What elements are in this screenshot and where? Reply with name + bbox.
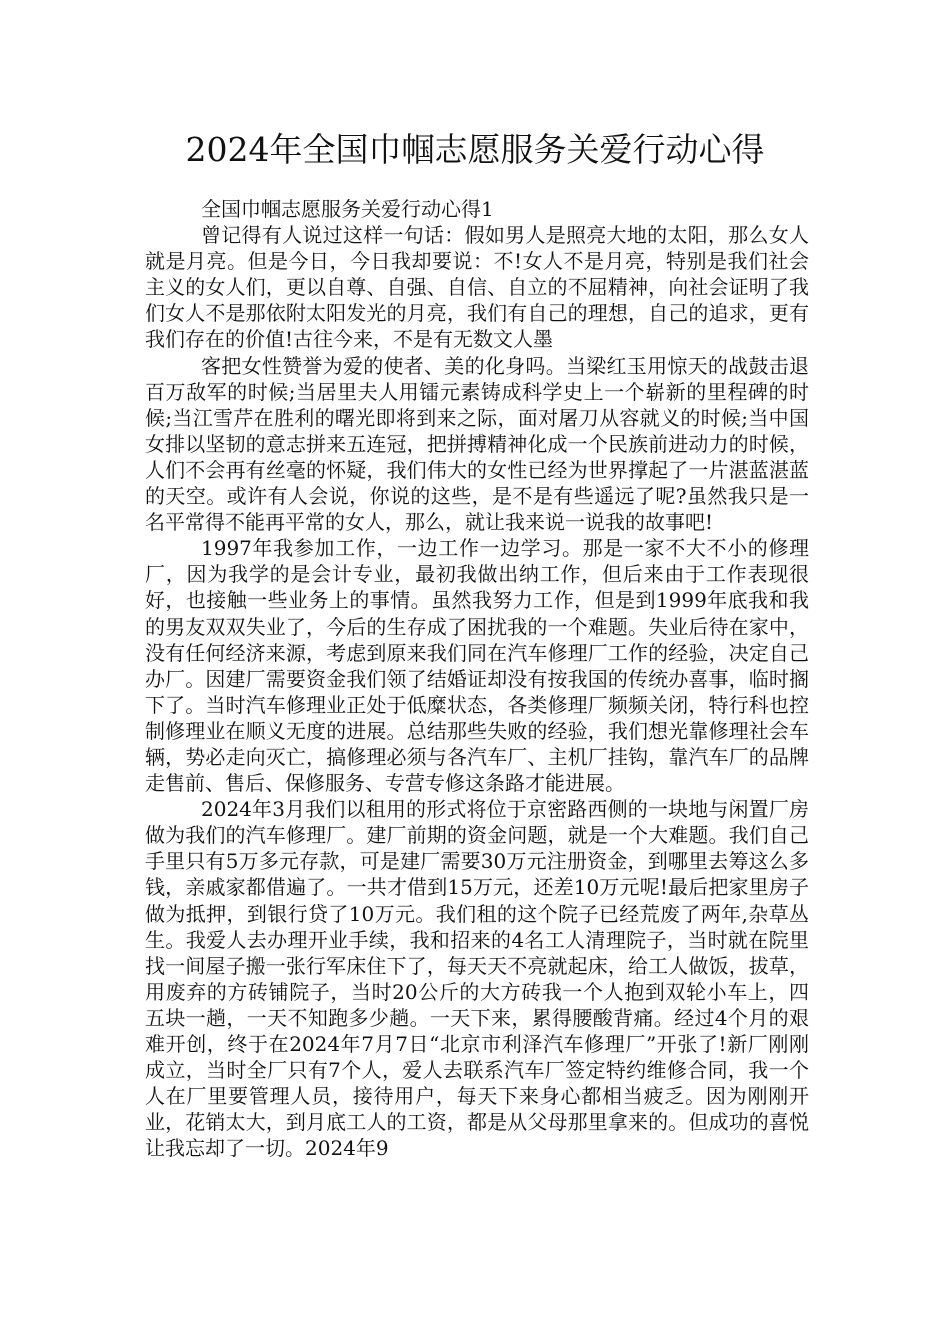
section-subtitle: 全国巾帼志愿服务关爱行动心得1 <box>201 197 494 221</box>
paragraph: 曾记得有人说过这样一句话：假如男人是照亮大地的太阳，那么女人就是月亮。但是今日，今日我却要说：不!女人不是月亮，特别是我们社会主义的女人们，更以自尊、自强、自信、自立的不屈精神，向社会证明了我们女人不是那依附太阳发光的月亮，我们有自己的理想，自己的追求，更有我们存在的价值!古往今来，不是有无数文人墨 <box>145 223 809 352</box>
document-title: 2024年全国巾帼志愿服务关爱行动心得 <box>185 130 765 169</box>
paragraph: 客把女性赞誉为爱的使者、美的化身吗。当梁红玉用惊天的战鼓击退百万敌军的时候;当居里夫人用镭元素铸成科学史上一个崭新的里程碑的时候;当江雪芹在胜利的曙光即将到来之际，面对屠刀从容就义的时候;当中国女排以坚韧的意志拼来五连冠，把拼搏精神化成一个民族前进动力的时候，人们不会再有丝毫的怀疑，我们伟大的女性已经为世界撑起了一片湛蓝湛蓝的天空。或许有人会说，你说的这些，是不是有些遥远了呢?虽然我只是一名平常得不能再平常的女人，那么，就让我来说一说我的故事吧! <box>145 353 809 535</box>
document-body <box>145 196 809 1161</box>
paragraph: 1997年我参加工作，一边工作一边学习。那是一家不大不小的修理厂，因为我学的是会计专业，最初我做出纳工作，但后来由于工作表现很好，也接触一些业务上的事情。虽然我努力工作，但是到1999年底我和我的男友双双失业了，今后的生存成了困扰我的一个难题。失业后待在家中，没有任何经济来源，考虑到原来我们同在汽车修理厂工作的经验，决定自己办厂。因建厂需要资金我们领了结婚证却没有按我国的传统办喜事，临时搁下了。当时汽车修理业正处于低糜状态，各类修理厂频频关闭，特行科也控制修理业在顺义无度的进展。总结那些失败的经验，我们想光靠修理社会车辆，势必走向灭亡，搞修理必须与各汽车厂、主机厂挂钩，靠汽车厂的品牌走售前、售后、保修服务、专营专修这条路才能进展。 <box>145 536 809 796</box>
paragraph: 2024年3月我们以租用的形式将位于京密路西侧的一块地与闲置厂房做为我们的汽车修理厂。建厂前期的资金问题，就是一个大难题。我们自己手里只有5万多元存款，可是建厂需要30万元注册资金，到哪里去筹这么多钱，亲戚家都借遍了。一共才借到15万元，还差10万元呢!最后把家里房子做为抵押，到银行贷了10万元。我们租的这个院子已经荒废了两年,杂草丛生。我爱人去办理开业手续，我和招来的4名工人清理院子，当时就在院里找一间屋子搬一张行军床住下了，每天天不亮就起床，给工人做饭，拔草，用废弃的方砖铺院子，当时20公斤的大方砖我一个人抱到双轮小车上，四五块一趟，一天不知跑多少趟。一天下来，累得腰酸背痛。经过4个月的艰难开创，终于在2024年7月7日“北京市利泽汽车修理厂”开张了!新厂刚刚成立，当时全厂只有7个人，爱人去联系汽车厂签定特约维修合同，我一个人在厂里要管理人员，接待用户，每天下来身心都相当疲乏。因为刚刚开业，花销太大，到月底工人的工资，都是从父母那里拿来的。但成功的喜悦让我忘却了一切。2024年9 <box>145 797 809 1161</box>
